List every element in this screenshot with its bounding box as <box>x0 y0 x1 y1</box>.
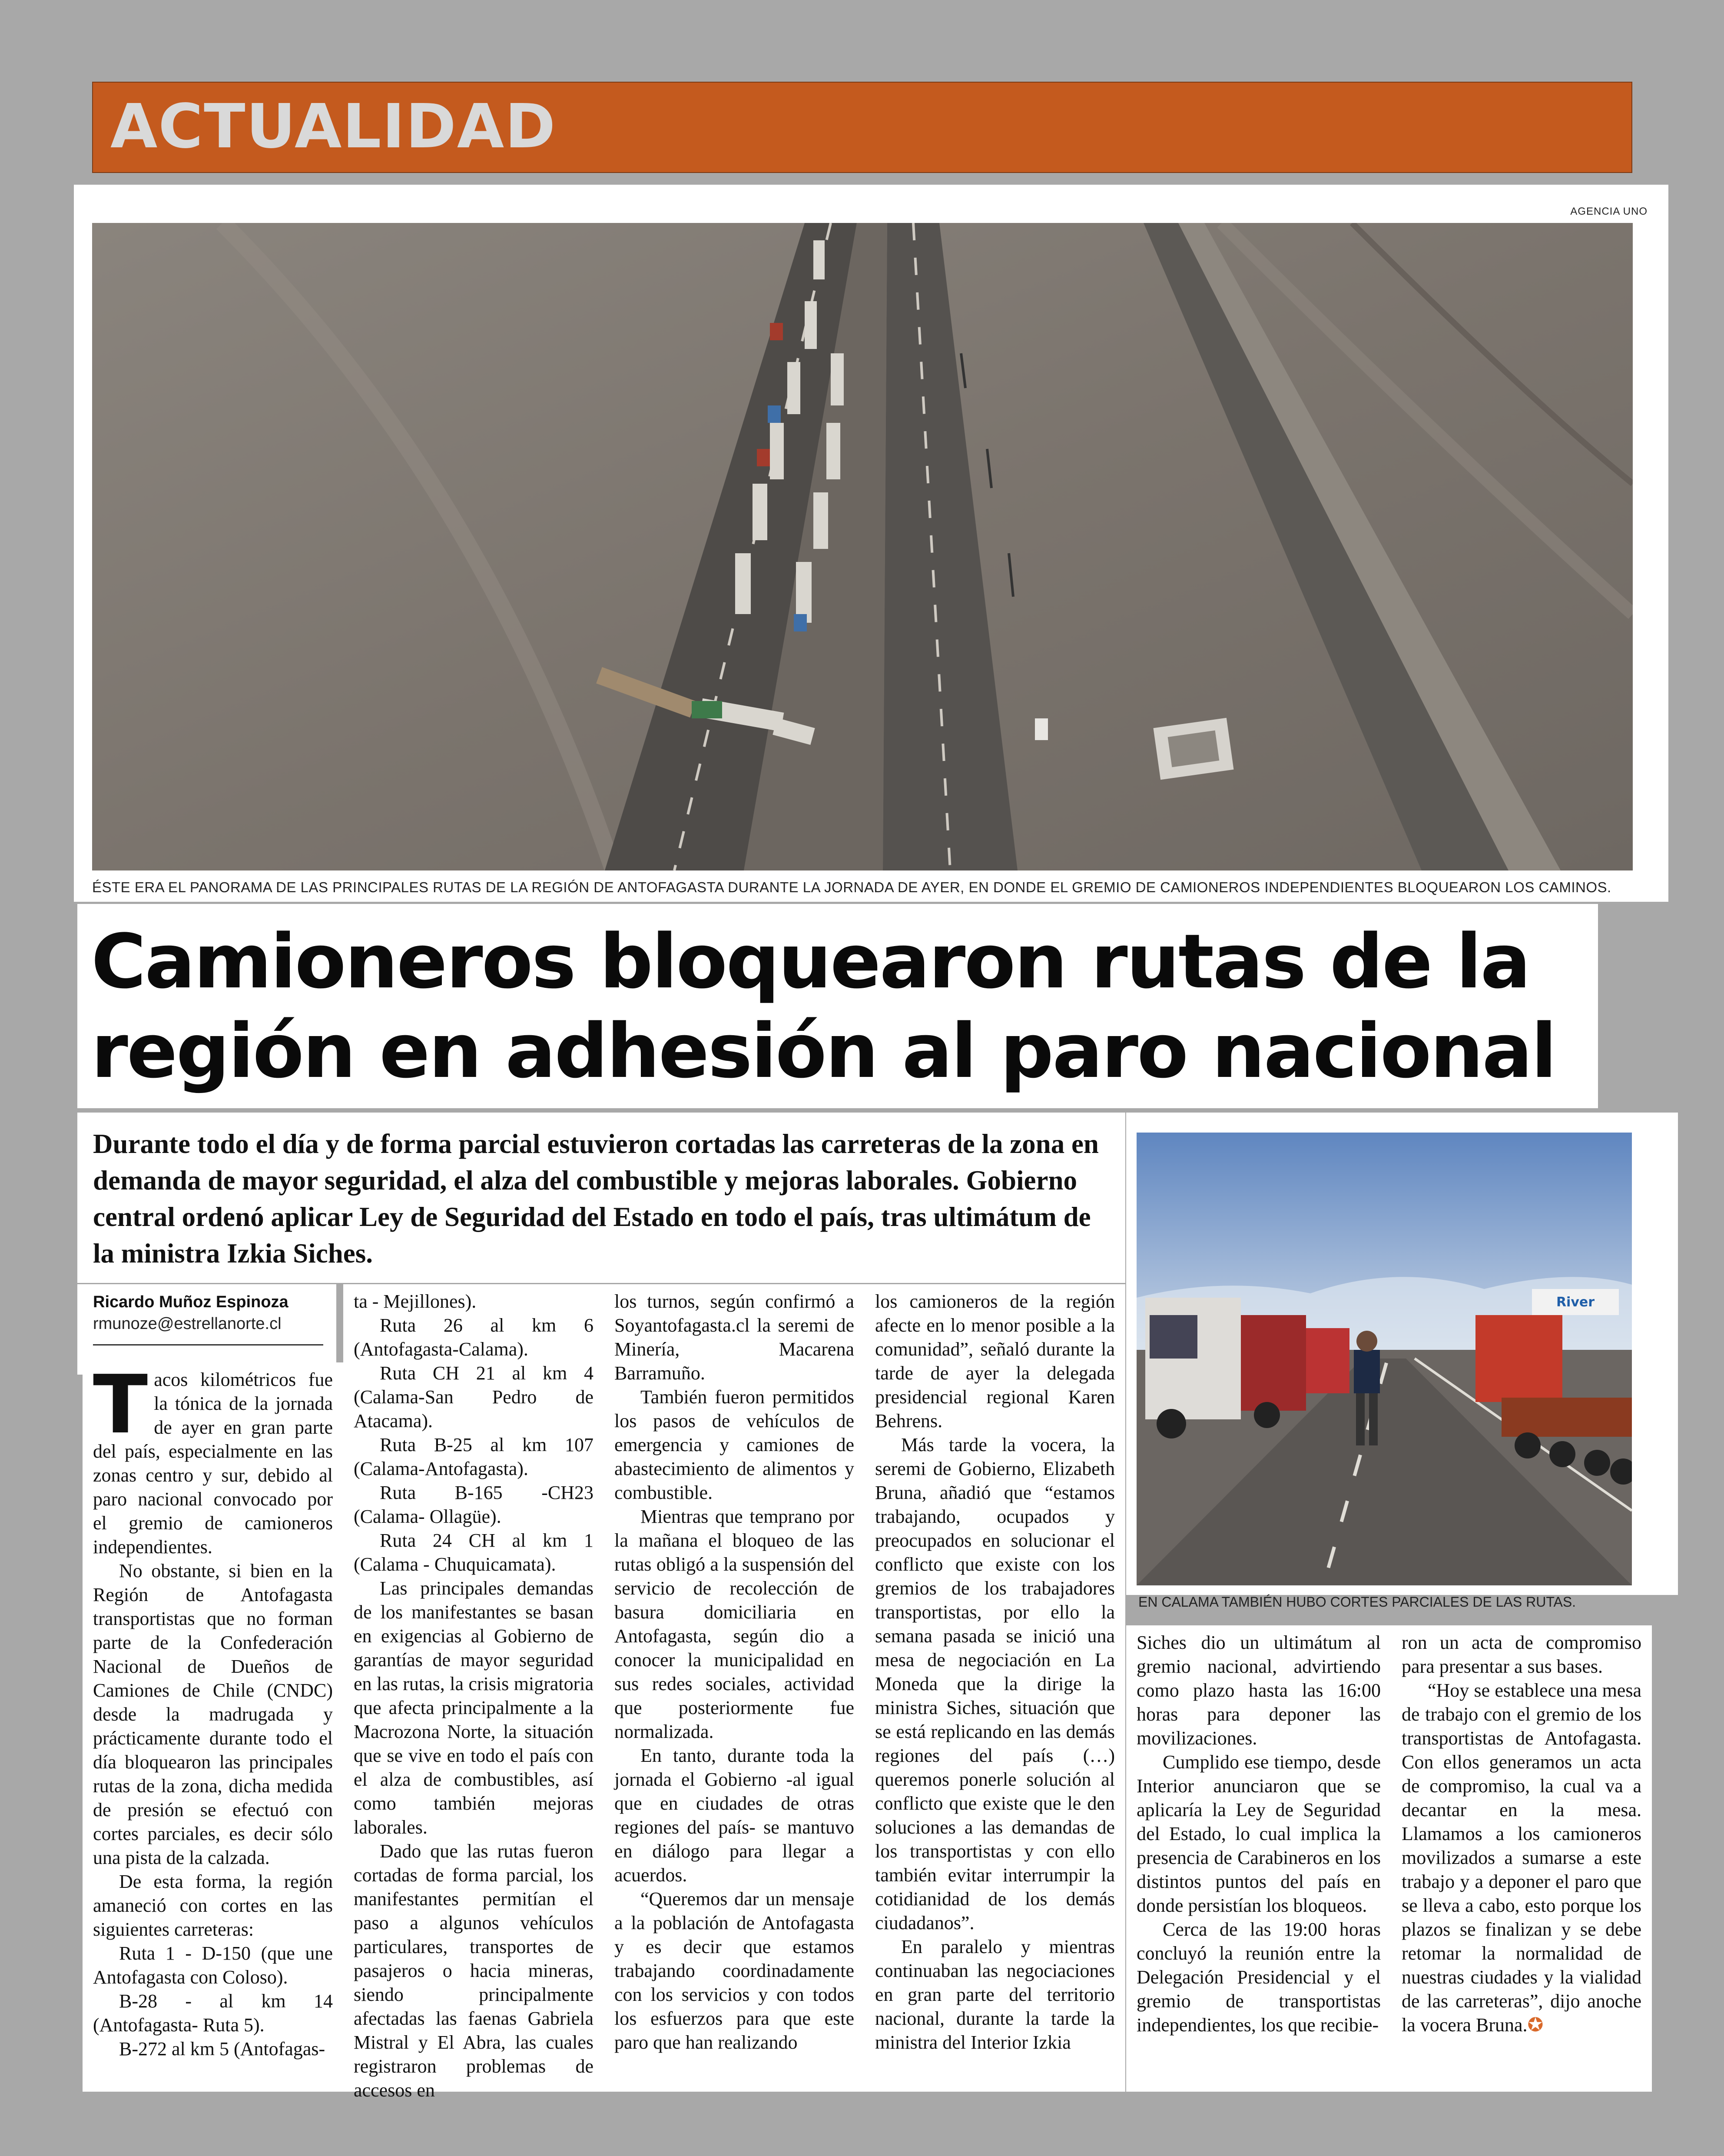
paragraph: Ruta B-25 al km 107 (Calama-Antofagasta). <box>354 1434 593 1479</box>
paragraph: Cumplido ese tiempo, desde Interior anunciaron que se aplicaría la Ley de Seguridad del Estado, lo cual implica la presencia de Carabineros en los distintos puntos del país en donde persistían los bloqueos. <box>1137 1751 1381 1916</box>
paragraph: Siches dio un ultimátum al gremio nacional, advirtiendo como plazo hasta las 16:00 horas para deponer las movilizaciones. <box>1137 1632 1381 1749</box>
body-column-4 <box>865 1284 1125 2092</box>
body-column-6 <box>1391 1625 1652 2092</box>
body-column-1 <box>83 1358 343 2092</box>
calama-road-illustration <box>1137 1133 1632 1585</box>
right-photo-block <box>1126 1113 1678 1610</box>
paragraph: También fueron permitidos los pasos de vehículos de emergencia y camiones de abastecimiento de alimentos y combustible. <box>614 1386 854 1503</box>
photo-credit: AGENCIA UNO <box>1570 206 1648 217</box>
paragraph: ron un acta de compromiso para presentar a sus bases. <box>1402 1632 1641 1677</box>
paragraph: Ruta 1 - D-150 (que une Antofagasta con Coloso). <box>93 1943 333 1988</box>
headline <box>91 917 1586 1096</box>
paragraph: los turnos, según confirmó a Soyantofagasta.cl la seremi de Minería, Macarena Barramuño. <box>614 1291 854 1384</box>
paragraph: Ruta B-165 -CH23 (Calama- Ollagüe). <box>354 1482 593 1527</box>
deck: Durante todo el día y de forma parcial estuvieron cortadas las carreteras de la zona en demanda de mayor seguridad, el alza del combustible y mejoras laborales. Gobierno central ordenó aplicar Ley de Seguridad del Estado en todo el país, tras ultimátum de la ministra Izkia Siches. <box>93 1129 1099 1269</box>
paragraph: En paralelo y mientras continuaban las negociaciones en gran parte del territorio nacional, durante la tarde la ministra del Interior Izkia <box>875 1936 1115 2053</box>
headline-block <box>77 904 1598 1108</box>
paragraph: No obstante, si bien en la Región de Antofagasta transportistas que no forman parte de la Confederación Nacional de Dueños de Camiones de Chile (CNDC) desde la madrugada y prácticamente durante todo el día bloquearon las principales rutas de la zona, dicha medida de presión se efectuó con cortes parciales, es decir sólo una pista de la calzada. <box>93 1560 333 1868</box>
paragraph: los camioneros de la región afecte en lo menor posible a la comunidad”, señaló durante la tarde de ayer la delegada presidencial regional Karen Behrens. <box>875 1291 1115 1432</box>
drop-cap: T <box>93 1358 148 1452</box>
author-email: rmunoze@estrellanorte.cl <box>93 1315 282 1333</box>
paragraph-text: “Hoy se establece una mesa de trabajo con el gremio de los transportistas de Antofagasta. Con ellos generamos un acta de compromiso, la cual va a decantar en la mesa. Llamamos a los camioneros movilizados a sumarse a este trabajo y a deponer el paro que se lleva a cabo, esto porque los plazos se finalizan y se debe retomar la normalidad de nuestras ciudades y la vialidad de las carreteras”, dijo anoche la vocera Bruna. <box>1402 1680 1641 2036</box>
body-column-5 <box>1126 1625 1391 2092</box>
deck-block <box>77 1113 1125 1283</box>
calama-road-photo <box>1137 1133 1632 1585</box>
body-column-3 <box>604 1284 865 2092</box>
aerial-highway-illustration <box>92 223 1633 870</box>
end-mark-icon: ✪ <box>1527 2014 1544 2036</box>
top-photo-caption: ÉSTE ERA EL PANORAMA DE LAS PRINCIPALES RUTAS DE LA REGIÓN DE ANTOFAGASTA DURANTE LA JORNADA DE AYER, EN DONDE EL GREMIO DE CAMIONEROS INDEPENDIENTES BLOQUEARON LOS CAMINOS. <box>92 879 1611 895</box>
paragraph: acos kilométricos fue la tónica de la jornada de ayer en gran parte del país, especialmente en las zonas centro y sur, debido al paro nacional convocado por el gremio de camioneros independientes. <box>93 1369 333 1558</box>
river-sign-text: River <box>1556 1295 1595 1310</box>
paragraph: Ruta 26 al km 6 (Antofagasta-Calama). <box>354 1315 593 1360</box>
paragraph: B-272 al km 5 (Antofagas- <box>119 2038 325 2060</box>
paragraph: ta - Mejillones). <box>354 1291 477 1312</box>
paragraph: De esta forma, la región amaneció con cortes en las siguientes carreteras: <box>93 1871 333 1940</box>
paragraph: Más tarde la vocera, la seremi de Gobierno, Elizabeth Bruna, añadió que “estamos trabajando, ocupados y preocupados en solucionar el conflicto que existe con los gremios de los trabajadores transportistas, por ello la semana pasada se inició una mesa de negociación en La Moneda que la dirige la ministra Siches, situación que se está replicando en las demás regiones del país (…) queremos ponerle solución al conflicto que existe que le den soluciones a las demandas de los transportistas y con ello también evitar interrumpir la cotidianidad de los demás ciudadanos”. <box>875 1434 1115 1933</box>
paragraph: Mientras que temprano por la mañana el bloqueo de las rutas obligó a la suspensión del servicio de recolección de basura domiciliaria en Antofagasta, según dio a conocer la municipalidad en sus redes sociales, actividad que posteriormente fue normalizada. <box>614 1506 854 1742</box>
aerial-highway-photo <box>92 223 1633 870</box>
section-label: ACTUALIDAD <box>110 91 557 162</box>
author-name: Ricardo Muñoz Espinoza <box>93 1293 288 1311</box>
paragraph: Ruta CH 21 al km 4 (Calama-San Pedro de Atacama). <box>354 1362 593 1432</box>
headline-line-2: región en adhesión al paro nacional <box>91 1007 1556 1095</box>
body-column-2 <box>343 1284 604 2101</box>
headline-line-1: Camioneros bloquearon rutas de la <box>91 918 1530 1005</box>
right-photo-caption: EN CALAMA TAMBIÉN HUBO CORTES PARCIALES DE LAS RUTAS. <box>1138 1594 1576 1610</box>
paragraph: Dado que las rutas fueron cortadas de forma parcial, los manifestantes permitían el paso a algunos vehículos particulares, transportes de pasajeros o hacia mineras, siendo principalmente afectadas las faenas Gabriela Mistral y El Abra, las cuales registraron problemas de accesos en <box>354 1840 593 2101</box>
paragraph: Las principales demandas de los manifestantes se basan en exigencias al Gobierno de garantías de mayor seguridad en las rutas, la crisis migratoria que afecta principalmente a la Macrozona Norte, la situación que se vive en todo el país con el alza de combustibles, así como también mejoras laborales. <box>354 1578 593 1838</box>
byline-divider <box>93 1344 323 1345</box>
paragraph-final <box>1402 1678 1641 2037</box>
paragraph: Ruta 24 CH al km 1 (Calama - Chuquicamata). <box>354 1530 593 1575</box>
top-photo-block <box>74 185 1668 902</box>
section-header-bar <box>92 82 1632 173</box>
paragraph: B-28 - al km 14 (Antofagasta- Ruta 5). <box>93 1990 333 2036</box>
paragraph: En tanto, durante toda la jornada el Gobierno -al igual que en ciudades de otras regiones del país- se mantuvo en diálogo para llegar a acuerdos. <box>614 1745 854 1886</box>
paragraph: Cerca de las 19:00 horas concluyó la reunión entre la Delegación Presidencial y el gremio de transportistas independientes, los que recibie- <box>1137 1919 1381 2036</box>
paragraph: “Queremos dar un mensaje a la población de Antofagasta y es decir que estamos trabajando coordinadamente con los servicios y con todos los esfuerzos para que este paro que han realizando <box>614 1888 854 2053</box>
